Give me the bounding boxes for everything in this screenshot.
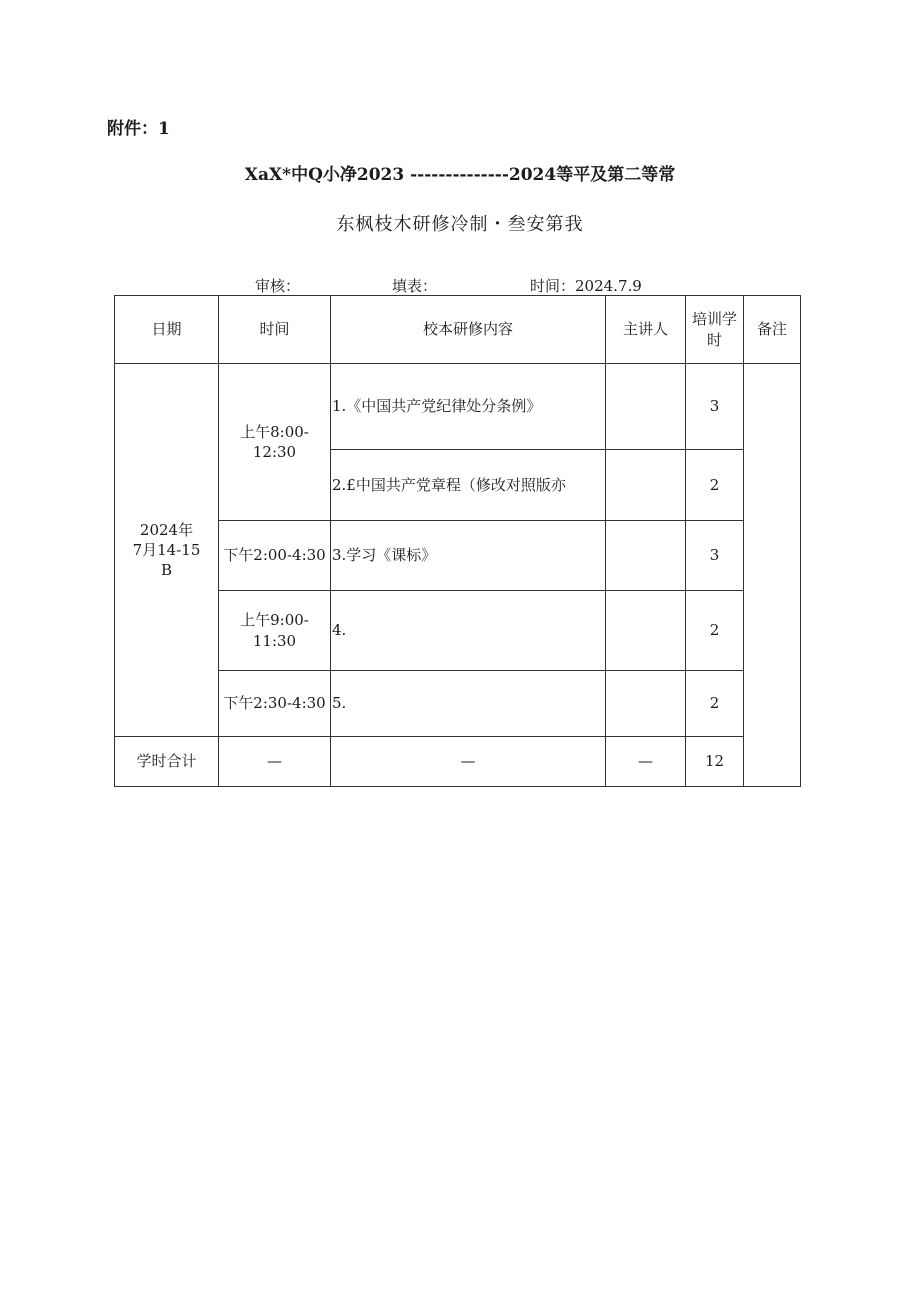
time-cell-2: 下午2:00-4:30: [219, 521, 331, 591]
hours-cell-2: 2: [686, 450, 744, 521]
remarks-cell: [744, 364, 801, 787]
time-label: 时间：2024.7.9: [530, 277, 642, 295]
date-cell: [115, 364, 219, 737]
time-cell-4: 下午2:30-4:30: [219, 671, 331, 737]
time-cell-1: [219, 364, 331, 521]
speaker-cell-4: [606, 591, 686, 671]
header-content: 校本研修内容: [331, 296, 606, 364]
hours-cell-1: 3: [686, 364, 744, 450]
time-3-line2: 11:30: [252, 631, 297, 650]
header-time: 时间: [219, 296, 331, 364]
speaker-cell-5: [606, 671, 686, 737]
hours-cell-4: 2: [686, 591, 744, 671]
content-cell-4: 4.: [331, 591, 606, 671]
header-hours-line2: 时: [706, 330, 722, 349]
total-label: 学时合计: [115, 737, 219, 787]
attachment-label: 附件：1: [107, 119, 170, 139]
training-schedule-table: [114, 295, 801, 787]
speaker-cell-1: [606, 364, 686, 450]
date-line1: 2024年: [139, 520, 194, 539]
fill-label: 填表：: [392, 277, 438, 295]
time-3-line1: 上午9:00-: [240, 611, 309, 630]
header-speaker: 主讲人: [606, 296, 686, 364]
time-cell-3: [219, 591, 331, 671]
hours-cell-3: 3: [686, 521, 744, 591]
time-1-line1: 上午8:00-: [240, 422, 309, 441]
total-speaker: —: [606, 737, 686, 787]
review-label: 审核：: [255, 277, 301, 295]
total-content: —: [331, 737, 606, 787]
content-cell-5: 5.: [331, 671, 606, 737]
document-title-line1: XaX*中Q小净2023 --------------2024等平及第二等常: [244, 165, 676, 185]
total-time: —: [219, 737, 331, 787]
total-row: [115, 737, 801, 787]
header-row: [115, 296, 801, 364]
header-hours: [686, 296, 744, 364]
header-hours-line1: 培训学: [691, 310, 737, 329]
total-hours: 12: [686, 737, 744, 787]
content-cell-1: 1.《中国共产党纪律处分条例》: [331, 364, 606, 450]
speaker-cell-2: [606, 450, 686, 521]
header-date: 日期: [115, 296, 219, 364]
speaker-cell-3: [606, 521, 686, 591]
time-1-line2: 12:30: [252, 443, 297, 461]
table-row: [115, 364, 801, 450]
header-remarks: 备注: [744, 296, 801, 364]
document-title-line2: 东枫枝木研修冷制・叁安第我: [336, 214, 584, 235]
hours-cell-5: 2: [686, 671, 744, 737]
content-cell-3: 3.学习《课标》: [331, 521, 606, 591]
content-cell-2: 2.£中国共产党章程（修改对照版亦: [331, 450, 606, 521]
date-line2: 7月14-15: [132, 540, 201, 559]
date-line3: B: [160, 561, 173, 580]
